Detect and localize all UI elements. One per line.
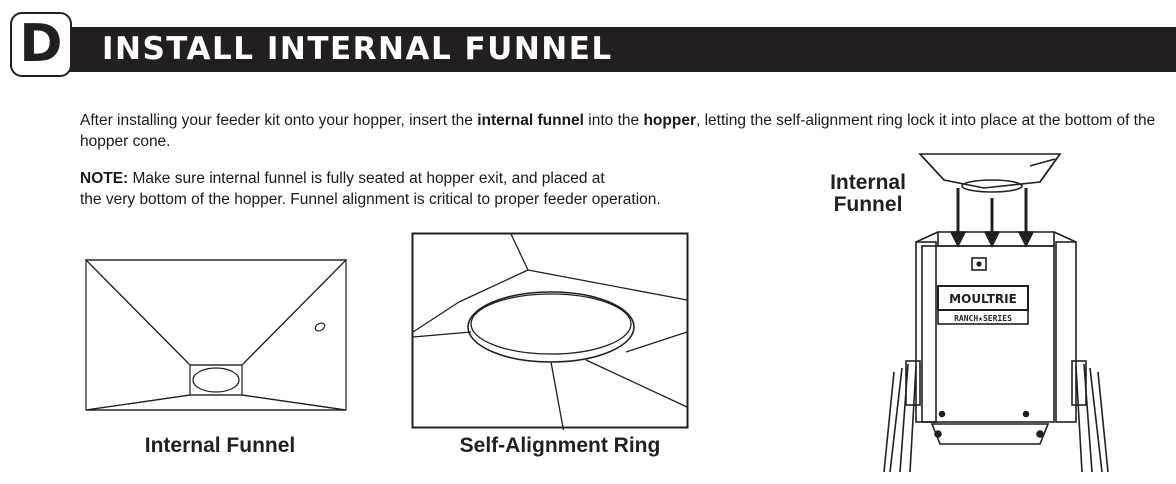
section-title: INSTALL INTERNAL FUNNEL (102, 31, 613, 67)
note-paragraph (80, 168, 760, 210)
hopper-feeder-illustration (880, 146, 1110, 472)
brand-logo-text: MOULTRIE (949, 292, 1017, 306)
note-line-2: the very bottom of the hopper. Funnel alignment is critical to proper feeder operation. (80, 191, 661, 208)
ring-caption: Self-Alignment Ring (459, 434, 661, 457)
callout-line-1: Internal (830, 171, 906, 194)
intro-text-3: , letting the self-alignment ring lock it into place at the bottom of the hopper cone. (80, 112, 1156, 150)
intro-bold-funnel: internal funnel (477, 112, 584, 129)
intro-text-1: After installing your feeder kit onto your hopper, insert the (80, 112, 478, 129)
step-letter: D (19, 13, 63, 74)
intro-bold-hopper: hopper (643, 112, 696, 129)
brand-sub-text: RANCH★SERIES (954, 314, 1012, 323)
note-line-1: Make sure internal funnel is fully seated at hopper exit, and placed at (128, 170, 605, 187)
intro-text-2: into the (584, 112, 644, 129)
internal-funnel-illustration (80, 255, 352, 415)
self-alignment-ring-illustration (411, 232, 689, 430)
callout-line-2: Funnel (833, 193, 903, 216)
funnel-caption: Internal Funnel (144, 434, 296, 457)
note-label: NOTE: (80, 170, 129, 187)
step-badge (10, 12, 72, 77)
